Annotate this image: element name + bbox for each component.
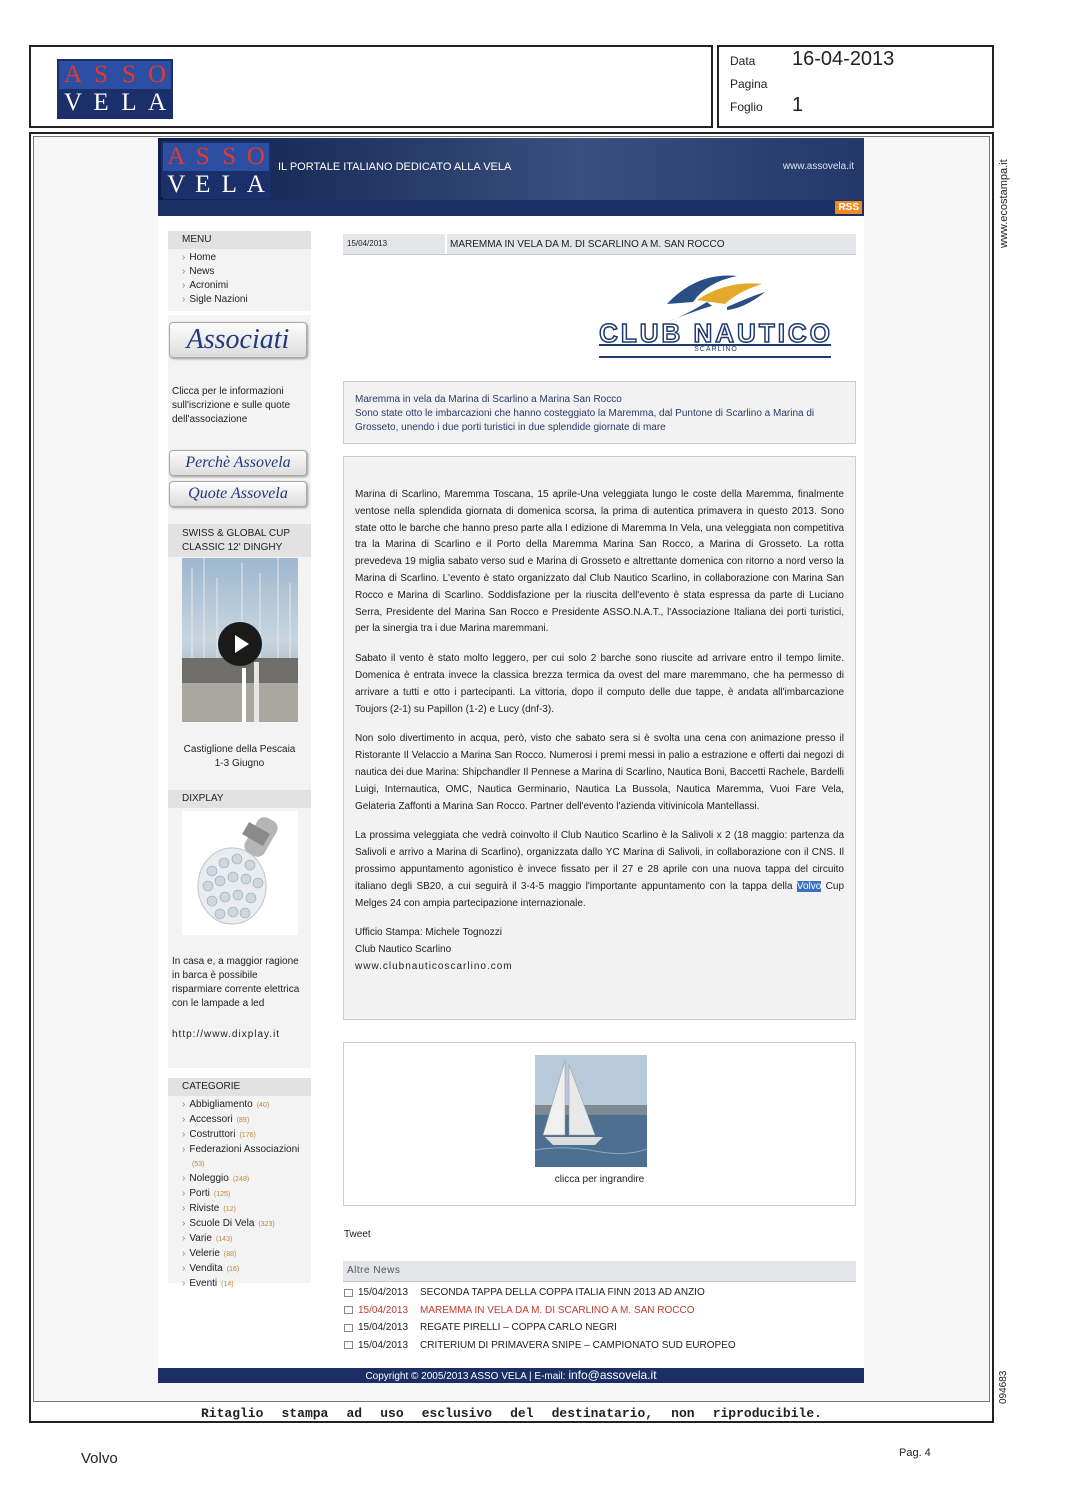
site-logo[interactable]: A S S O V E L A	[161, 141, 271, 197]
category-count: (89)	[236, 1117, 250, 1124]
play-icon[interactable]	[218, 622, 262, 666]
site-navbar	[158, 200, 864, 216]
article-summary	[343, 381, 856, 444]
clipping-footer-note: Ritaglio stampa ad uso esclusivo del destinatario, non riproducibile.	[201, 1405, 822, 1421]
category-item[interactable]: › Porti (125)	[182, 1187, 307, 1202]
news-date: 15/04/2013	[358, 1304, 409, 1316]
article-date: 15/04/2013	[347, 239, 388, 248]
perche-assovela-button[interactable]: Perchè Assovela	[169, 450, 307, 476]
club-logo-text: CLUB NAUTICO	[599, 318, 833, 348]
dixplay-text: In casa e, a maggior ragione in barca è possibile risparmiare corrente elettrica con le lampade a led	[172, 956, 300, 1009]
news-item[interactable]	[344, 1305, 695, 1316]
site-banner	[158, 138, 864, 200]
category-item[interactable]: › Accessori (89)	[182, 1113, 307, 1128]
swiss-cup-caption: Castiglione della Pescaia 1-3 Giugno	[183, 744, 296, 769]
dixplay-title: DIXPLAY	[168, 790, 311, 808]
foglio-value: 1	[792, 94, 804, 116]
summary-text: Sono state otto le imbarcazioni che hanno costeggiato la Maremma, dal Puntone di Scarlino a Marina di Grosseto, unendo i due porti turistici in due splendide giornate di mare	[355, 408, 815, 434]
news-title[interactable]: MAREMMA IN VELA DA M. DI SCARLINO A M. SAN ROCCO	[420, 1304, 695, 1316]
page-number: Pag. 4	[899, 1447, 931, 1459]
dixplay-link[interactable]: http://www.dixplay.it	[172, 1029, 281, 1040]
news-title[interactable]: CRITERIUM DI PRIMAVERA SNIPE – CAMPIONATO SUD EUROPEO	[420, 1339, 736, 1351]
category-count: (14)	[221, 1281, 234, 1288]
menu-item-news[interactable]: › News	[182, 265, 248, 279]
news-title[interactable]: SECONDA TAPPA DELLA COPPA ITALIA FINN 2013 AD ANZIO	[420, 1287, 705, 1298]
categories-title: CATEGORIE	[168, 1078, 311, 1096]
swiss-cup-title: SWISS & GLOBAL CUP CLASSIC 12' DINGHY	[168, 524, 311, 557]
club-logo-sub: SCARLINO	[694, 346, 738, 353]
category-item[interactable]: › Noleggio (248)	[182, 1172, 307, 1187]
bottom-keyword: Volvo	[81, 1450, 118, 1467]
category-item[interactable]: › Vendita (16)	[182, 1262, 307, 1277]
document-icon	[344, 1341, 353, 1349]
category-item[interactable]: › Eventi (14)	[182, 1277, 307, 1292]
quote-assovela-button[interactable]: Quote Assovela	[169, 481, 307, 507]
rss-button[interactable]: RSS	[835, 201, 862, 214]
category-count: (40)	[256, 1102, 270, 1109]
article-header	[343, 234, 856, 255]
photo-caption[interactable]: clicca per ingrandire	[554, 1174, 645, 1185]
associati-text: Clicca per le informazioni sull'iscrizione e sulle quote dell'associazione	[172, 386, 291, 425]
category-item[interactable]: › Costruttori (176)	[182, 1128, 307, 1143]
club-nautico-logo	[587, 262, 855, 366]
article-signature: Ufficio Stampa: Michele Tognozzi Club Nautico Scarlino www.clubnauticoscarlino.com	[355, 925, 844, 975]
contact-email-link[interactable]: info@assovela.it	[568, 1368, 657, 1382]
led-bulb-image[interactable]	[182, 811, 298, 935]
category-count: (125)	[213, 1191, 231, 1198]
article-paragraph-4: La prossima veleggiata che vedrà coinvolto il Club Nautico Scarlino è la Salivoli x 2 (18 maggio: partenza da Salivoli e arrivo a Marina di Scarlino), organizzata dallo YC Marina di Salivoli, in collaborazione con il CNS. Il prossimo appuntamento agonistico è invece fissato per il 27 e 28 aprile con una nuova tappa del circuito italiano degli SB20, a cui seguirà il 3-4-5 maggio l'importante appuntamento con la tappa della Volvo Cup Melges 24 con ampia partecipazione internazionale.	[355, 830, 845, 909]
categories-list	[182, 1098, 307, 1292]
sailboat-photo[interactable]	[535, 1055, 647, 1167]
category-count: (12)	[223, 1206, 236, 1213]
news-item[interactable]	[344, 1322, 617, 1333]
associati-button[interactable]: Associati	[169, 322, 307, 358]
category-item[interactable]: › Scuole Di Vela (323)	[182, 1217, 307, 1232]
assovela-logo: A S S O V E L A	[57, 59, 173, 119]
tweet-button[interactable]: Tweet	[344, 1229, 371, 1240]
category-item[interactable]: › Federazioni Associazioni (53)	[182, 1143, 307, 1172]
altre-news-header	[343, 1261, 856, 1282]
category-count: (143)	[215, 1236, 233, 1243]
data-label: Data	[730, 54, 756, 68]
news-item[interactable]	[344, 1287, 705, 1298]
news-date: 15/04/2013	[358, 1287, 409, 1298]
category-count: (88)	[223, 1251, 237, 1258]
clip-code: 094683	[998, 1370, 1009, 1404]
article-paragraph-1: Marina di Scarlino, Maremma Toscana, 15 aprile-Una veleggiata lungo le coste della Maremma, finalmente ventose nella splendida giornata di domenica scorsa, la prima di autentica primavera in questo 2013. Sono state otto le barche che hanno preso parte alla I edizione di Maremma In Vela, una veleggiata non competitiva tra la Marina di Scarlino e il Porto della Maremma Marina San Rocco, a Marina di Grosseto. La rotta prevedeva 19 miglia sabato verso sud e Marina di Grosseto e altrettante domenica con ritorno a nord verso la Marina di Scarlino. L'evento è stato organizzato dal Club Nautico Scarlino, in collaborazione con Marina San Rocco e Marina di Scarlino. Soddisfazione per la riuscita dell'evento è stata espressa da parte di Luciano Serra, Presidente del Marina San Rocco e Presidente ASSO.N.A.T., l'Associazione Italiana dei porti turistici, per la sinergia tra i due Marina maremmani.	[355, 489, 844, 635]
document-icon	[344, 1324, 353, 1332]
news-title[interactable]: REGATE PIRELLI – COPPA CARLO NEGRI	[420, 1322, 617, 1333]
document-icon	[344, 1306, 353, 1314]
foglio-label: Foglio	[730, 100, 763, 114]
menu-title: MENU	[168, 231, 311, 249]
menu-item-home[interactable]: › Home	[182, 251, 248, 265]
category-item[interactable]: › Abbigliamento (40)	[182, 1098, 307, 1113]
pagina-label: Pagina	[730, 77, 768, 91]
category-count: (176)	[239, 1132, 256, 1139]
club-website-link[interactable]: www.clubnauticoscarlino.com	[355, 960, 513, 972]
ecostampa-url: www.ecostampa.it	[998, 159, 1010, 248]
news-date: 15/04/2013	[358, 1339, 409, 1351]
menu-item-acronimi[interactable]: › Acronimi	[182, 279, 248, 293]
article-title: MAREMMA IN VELA DA M. DI SCARLINO A M. SAN ROCCO	[450, 239, 725, 250]
site-url[interactable]: www.assovela.it	[782, 161, 854, 172]
news-date: 15/04/2013	[358, 1322, 409, 1333]
category-item[interactable]: › Velerie (88)	[182, 1247, 307, 1262]
category-item[interactable]: › Riviste (12)	[182, 1202, 307, 1217]
article-paragraph-2: Sabato il vento è stato molto leggero, per cui solo 2 barche sono riuscite ad arrivare entro il tempo limite. Domenica è entrata invece la classica brezza termica da ovest del mare maremmano, che ha permesso di arrivare a tutti e otto i partecipanti. La vittoria, dopo il computo delle due tappe, è andata all'imbarcazione Toujors (2-1) su Papillon (1-2) e Lucy (dnf-3).	[355, 653, 844, 715]
highlight-keyword: Volvo	[796, 880, 822, 892]
category-item[interactable]: › Varie (143)	[182, 1232, 307, 1247]
menu-item-sigle-nazioni[interactable]: › Sigle Nazioni	[182, 293, 248, 307]
site-tagline: IL PORTALE ITALIANO DEDICATO ALLA VELA	[278, 161, 512, 173]
news-item[interactable]	[344, 1340, 736, 1351]
swiss-cup-video[interactable]	[182, 558, 298, 722]
menu-box	[168, 231, 311, 311]
category-count: (53)	[192, 1161, 205, 1168]
data-value: 16-04-2013	[792, 48, 895, 70]
category-count: (248)	[232, 1176, 250, 1183]
article-paragraph-3: Non solo divertimento in acqua, però, visto che sabato sera si è svolta una cena con animazione presso il Ristorante Il Velaccio a Marina San Rocco. Numerosi i premi messi in palio a estrazione e offerti dai negozi di nautica dei due Marina: Shipchandler Il Pennese a Marina di Scarlino, Nautica Boni, Baccetti Rachele, Bardelli Luigi, Internautica, OMC, Nautica Germinario, Nautica La Bussola, Nautica Maremma, Vuoi Fare Vela, Gelateria Zaffonti a Marina San Rocco. Partner dell'evento l'azienda vitivinicola Mantellassi.	[355, 733, 844, 812]
document-icon	[344, 1289, 353, 1297]
summary-title: Maremma in vela da Marina di Scarlino a Marina San Rocco	[355, 394, 622, 405]
category-count: (16)	[226, 1266, 240, 1273]
article-body	[343, 456, 856, 1020]
site-copyright: Copyright © 2005/2013 ASSO VELA | E-mail: info@assovela.it	[158, 1368, 864, 1383]
category-count: (323)	[258, 1221, 275, 1228]
altre-news-title: Altre News	[347, 1265, 401, 1276]
